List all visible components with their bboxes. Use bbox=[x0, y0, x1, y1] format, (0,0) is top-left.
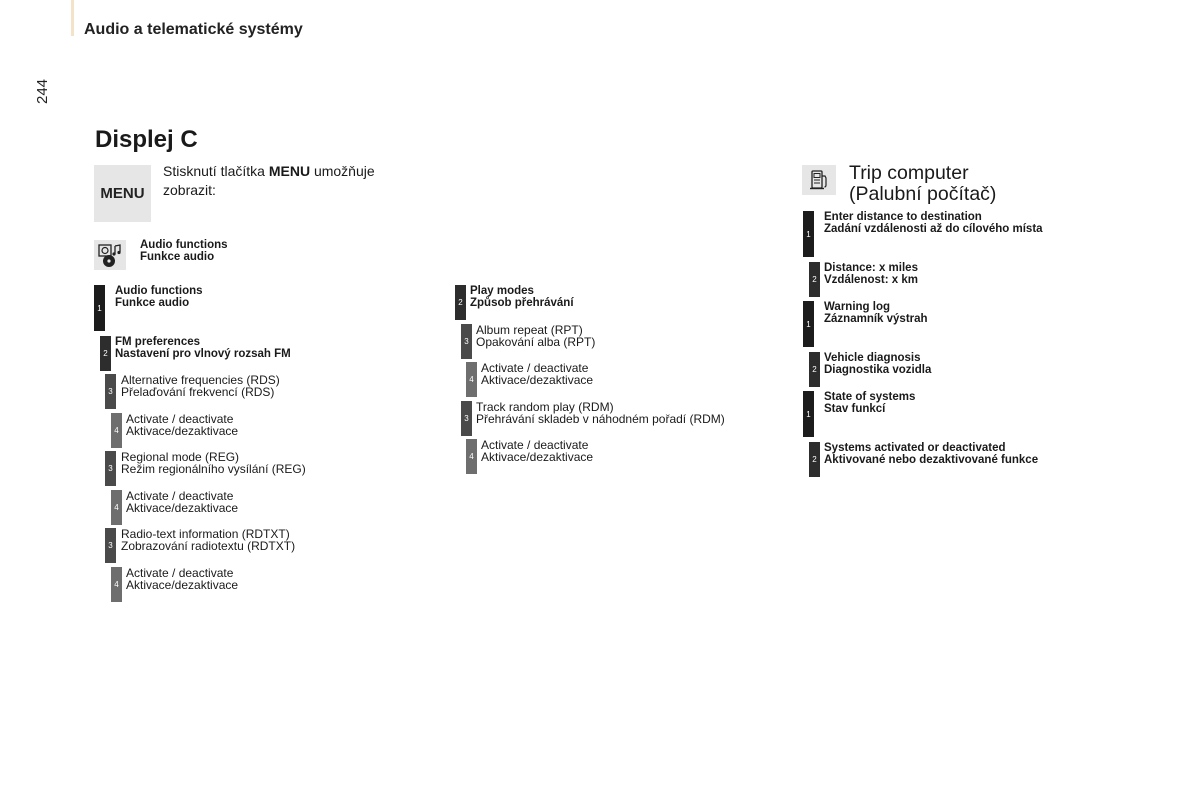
audio-section-heading bbox=[140, 239, 228, 263]
audio-cd-icon bbox=[94, 240, 126, 270]
level-marker: 2 bbox=[809, 442, 820, 477]
level-marker: 1 bbox=[803, 301, 814, 347]
trip-computer-title bbox=[849, 163, 996, 205]
item-cs: Diagnostika vozidla bbox=[824, 364, 932, 376]
intro-prefix: Stisknutí tlačítka bbox=[163, 163, 269, 179]
item-cs: Aktivace/dezaktivace bbox=[126, 501, 239, 515]
item-cs: Stav funkcí bbox=[824, 403, 886, 415]
fuel-pump-icon bbox=[802, 165, 836, 195]
item-en: State of systems bbox=[824, 391, 916, 403]
item-cs: Režim regionálního vysílání (REG) bbox=[121, 462, 306, 476]
menu-button-illustration bbox=[94, 165, 151, 222]
item-cs: Zadání vzdálenosti až do cílového místa bbox=[824, 223, 1043, 235]
item-cs: Funkce audio bbox=[115, 297, 190, 309]
item-cs: Aktivace/dezaktivace bbox=[481, 450, 594, 464]
page-number: 244 bbox=[34, 78, 51, 104]
item-en: Activate / deactivate bbox=[481, 438, 589, 452]
item-cs: Aktivované nebo dezaktivované funkce bbox=[824, 454, 1039, 466]
header-accent-line bbox=[71, 0, 74, 36]
item-en: Album repeat (RPT) bbox=[476, 323, 583, 337]
item-en: FM preferences bbox=[115, 336, 201, 348]
item-cs: Přelaďování frekvencí (RDS) bbox=[121, 385, 275, 399]
item-en: Alternative frequencies (RDS) bbox=[121, 373, 280, 387]
item-cs: Nastavení pro vlnový rozsah FM bbox=[115, 348, 291, 360]
level-marker: 4 bbox=[111, 413, 122, 448]
level-marker: 2 bbox=[809, 352, 820, 387]
item-cs: Aktivace/dezaktivace bbox=[481, 373, 594, 387]
level-marker: 3 bbox=[105, 374, 116, 409]
level-marker: 3 bbox=[105, 451, 116, 486]
page-title: Displej C bbox=[95, 126, 198, 153]
intro-bold: MENU bbox=[268, 163, 311, 179]
level-marker: 1 bbox=[94, 285, 105, 331]
item-cs: Vzdálenost: x km bbox=[824, 274, 918, 286]
item-en: Enter distance to destination bbox=[824, 211, 982, 223]
item-cs: Opakování alba (RPT) bbox=[476, 335, 596, 349]
item-cs: Způsob přehrávání bbox=[470, 297, 574, 309]
item-en: Activate / deactivate bbox=[126, 412, 234, 426]
item-en: Track random play (RDM) bbox=[476, 400, 614, 414]
level-marker: 4 bbox=[466, 439, 477, 474]
item-en: Play modes bbox=[470, 285, 534, 297]
trip-title-line2: (Palubní počítač) bbox=[849, 183, 997, 205]
item-cs: Aktivace/dezaktivace bbox=[126, 578, 239, 592]
trip-title-line1: Trip computer bbox=[849, 162, 969, 184]
level-marker: 2 bbox=[100, 336, 111, 371]
menu-button-label: MENU bbox=[100, 185, 145, 202]
item-cs: Záznamník výstrah bbox=[824, 313, 928, 325]
level-marker: 4 bbox=[466, 362, 477, 397]
item-en: Warning log bbox=[824, 301, 891, 313]
item-cs: Přehrávání skladeb v náhodném pořadí (RDM) bbox=[476, 412, 725, 426]
level-marker: 1 bbox=[803, 211, 814, 257]
level-marker: 2 bbox=[455, 285, 466, 320]
level-marker: 3 bbox=[105, 528, 116, 563]
item-en: Activate / deactivate bbox=[126, 566, 234, 580]
section-header: Audio a telematické systémy bbox=[84, 21, 303, 38]
level-marker: 3 bbox=[461, 324, 472, 359]
item-en: Audio functions bbox=[115, 285, 203, 297]
item-en: Distance: x miles bbox=[824, 262, 918, 274]
intro-suffix: umožňuje zobrazit: bbox=[163, 163, 375, 198]
item-en: Activate / deactivate bbox=[481, 361, 589, 375]
level-marker: 4 bbox=[111, 490, 122, 525]
item-en: Activate / deactivate bbox=[126, 489, 234, 503]
level-marker: 4 bbox=[111, 567, 122, 602]
item-en: Vehicle diagnosis bbox=[824, 352, 921, 364]
item-cs: Aktivace/dezaktivace bbox=[126, 424, 239, 438]
item-en: Regional mode (REG) bbox=[121, 450, 240, 464]
intro-text bbox=[163, 162, 413, 200]
item-en: Radio-text information (RDTXT) bbox=[121, 527, 290, 541]
item-en: Systems activated or deactivated bbox=[824, 442, 1006, 454]
level-marker: 3 bbox=[461, 401, 472, 436]
item-cs: Zobrazování radiotextu (RDTXT) bbox=[121, 539, 296, 553]
audio-heading-en: Audio functions bbox=[140, 239, 228, 251]
audio-heading-cs: Funkce audio bbox=[140, 251, 215, 263]
level-marker: 2 bbox=[809, 262, 820, 297]
level-marker: 1 bbox=[803, 391, 814, 437]
